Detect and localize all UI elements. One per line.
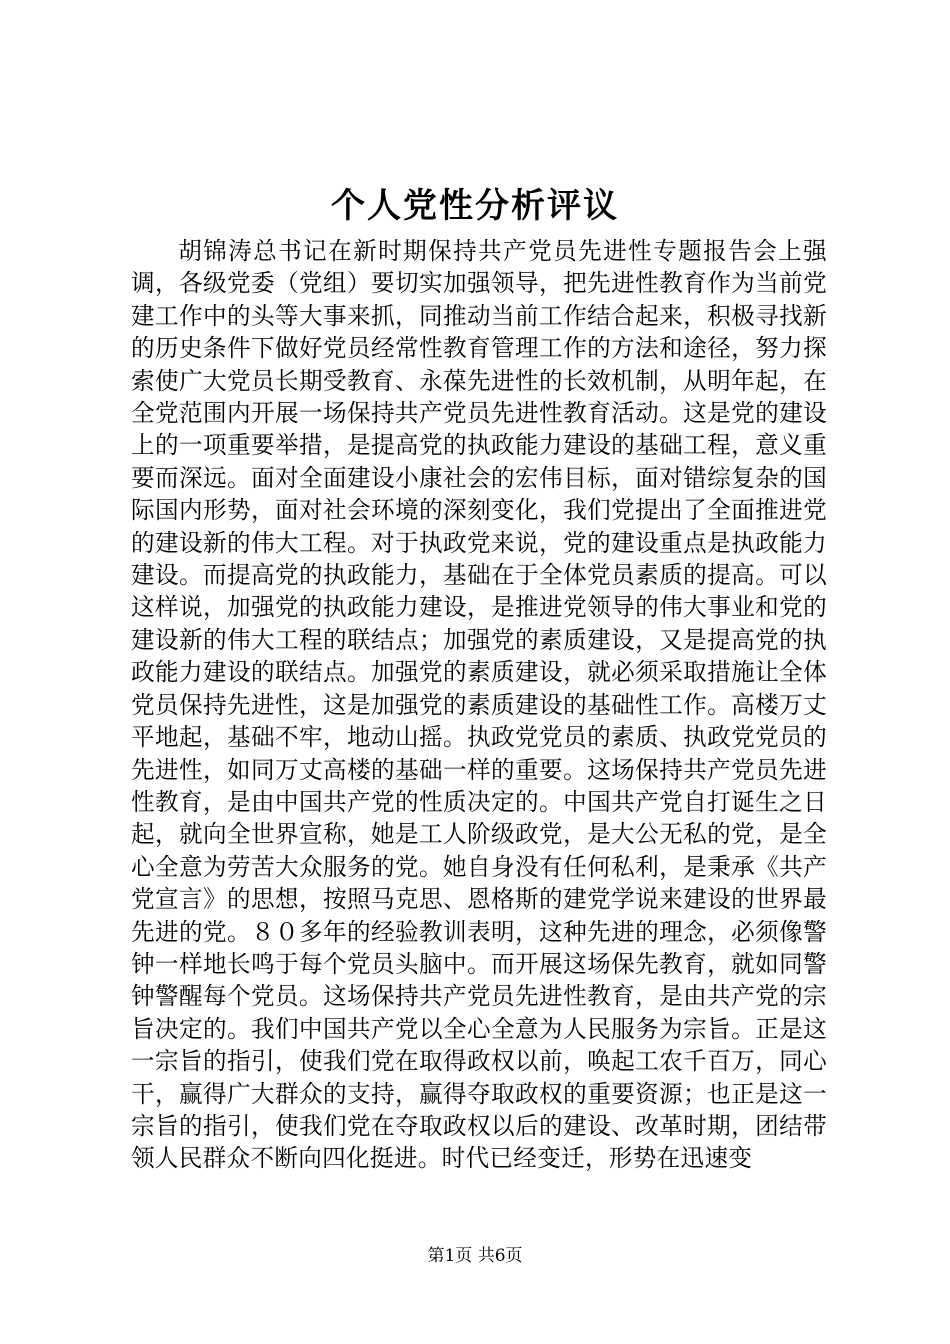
page-number-footer: 第1页 共6页: [427, 1246, 523, 1266]
document-title: 个人党性分析评议: [331, 186, 619, 226]
document-body-paragraph: 胡锦涛总书记在新时期保持共产党员先进性专题报告会上强调，各级党委（党组）要切实加强领导，把先进性教育作为当前党建工作中的头等大事来抓，同推动当前工作结合起来，积极寻找新的历史条件下做好党员经常性教育管理工作的方法和途径，努力探索使广大党员长期受教育、永葆先进性的长效机制，从明年起，在全党范围内开展一场保持共产党员先进性教育活动。这是党的建设上的一项重要举措，是提高党的执政能力建设的基础工程，意义重要而深远。面对全面建设小康社会的宏伟目标，面对错综复杂的国际国内形势，面对社会环境的深刻变化，我们党提出了全面推进党的建设新的伟大工程。对于执政党来说，党的建设重点是执政能力建设。而提高党的执政能力，基础在于全体党员素质的提高。可以这样说，加强党的执政能力建设，是推进党领导的伟大事业和党的建设新的伟大工程的联结点；加强党的素质建设，又是提高党的执政能力建设的联结点。加强党的素质建设，就必须采取措施让全体党员保持先进性，这是加强党的素质建设的基础性工作。高楼万丈平地起，基础不牢，地动山摇。执政党党员的素质、执政党党员的先进性，如同万丈高楼的基础一样的重要。这场保持共产党员先进性教育，是由中国共产党的性质决定的。中国共产党自打诞生之日起，就向全世界宣称，她是工人阶级政党，是大公无私的党，是全心全意为劳苦大众服务的党。她自身没有任何私利，是秉承《共产党宣言》的思想，按照马克思、恩格斯的建党学说来建设的世界最先进的党。８０多年的经验教训表明，这种先进的理念，必须像警钟一样地长鸣于每个党员头脑中。而开展这场保先教育，就如同警钟警醒每个党员。这场保持共产党员先进性教育，是由共产党的宗旨决定的。我们中国共产党以全心全意为人民服务为宗旨。正是这一宗旨的指引，使我们党在取得政权以前，唤起工农千百万，同心干，赢得广大群众的支持，赢得夺取政权的重要资源；也正是这一宗旨的指引，使我们党在夺取政权以后的建设、改革时期，团结带领人民群众不断向四化挺进。时代已经变迁，形势在迅速变: [131, 237, 827, 1173]
